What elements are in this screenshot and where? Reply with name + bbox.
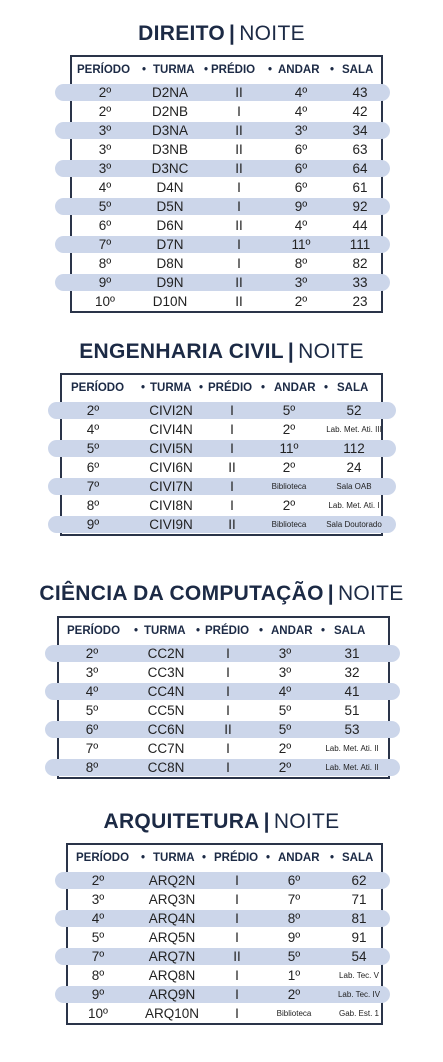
cell-andar: 4º bbox=[294, 104, 308, 119]
cell-sala: 41 bbox=[344, 684, 360, 699]
cell-periodo: 6º bbox=[85, 722, 99, 737]
cell-periodo: 4º bbox=[85, 684, 99, 699]
cell-turma: CIVI6N bbox=[149, 460, 193, 475]
header-andar: ANDAR bbox=[278, 852, 320, 864]
cell-turma: ARQ7N bbox=[148, 949, 196, 964]
table-row bbox=[59, 720, 388, 739]
cell-sala: 111 bbox=[349, 237, 371, 252]
cell-turma: CIVI9N bbox=[149, 517, 193, 532]
cell-sala: Lab. Met. Ati. II bbox=[325, 763, 379, 772]
cell-sala: 43 bbox=[352, 85, 368, 100]
cell-turma: D3NA bbox=[151, 123, 188, 138]
cell-andar: 2º bbox=[287, 987, 301, 1002]
cell-periodo: 7º bbox=[85, 741, 99, 756]
table-row bbox=[72, 159, 381, 178]
cell-sala: 64 bbox=[352, 161, 368, 176]
cell-sala: 23 bbox=[352, 294, 368, 309]
cell-andar: 6º bbox=[294, 142, 308, 157]
cell-predio: II bbox=[235, 294, 243, 309]
header-bullet: • bbox=[204, 64, 209, 76]
title-separator: | bbox=[263, 810, 270, 833]
cell-periodo: 5º bbox=[91, 930, 105, 945]
cell-sala: 82 bbox=[352, 256, 368, 271]
table-body bbox=[72, 83, 381, 311]
cell-turma: CC3N bbox=[147, 665, 185, 680]
table-header bbox=[68, 845, 381, 871]
cell-periodo: 9º bbox=[91, 987, 105, 1002]
cell-periodo: 2º bbox=[98, 85, 112, 100]
cell-andar: 2º bbox=[278, 760, 292, 775]
cell-sala: 44 bbox=[352, 218, 368, 233]
table-row bbox=[68, 966, 381, 985]
schedule-table bbox=[70, 55, 383, 313]
cell-periodo: 8º bbox=[98, 256, 112, 271]
cell-turma: ARQ5N bbox=[148, 930, 196, 945]
header-predio: PRÉDIO bbox=[214, 852, 259, 864]
header-bullet: • bbox=[141, 382, 146, 394]
cell-andar: 6º bbox=[294, 180, 308, 195]
cell-andar: Biblioteca bbox=[271, 482, 307, 491]
cell-sala: 33 bbox=[352, 275, 368, 290]
table-row bbox=[59, 739, 388, 758]
cell-periodo: 9º bbox=[98, 275, 112, 290]
table-row bbox=[72, 178, 381, 197]
cell-andar: 9º bbox=[294, 199, 308, 214]
section-title bbox=[0, 582, 443, 606]
cell-predio: I bbox=[226, 646, 230, 661]
cell-predio: I bbox=[226, 760, 230, 775]
header-predio: PRÉDIO bbox=[211, 64, 256, 76]
cell-andar: 6º bbox=[287, 873, 301, 888]
cell-turma: CC2N bbox=[147, 646, 185, 661]
cell-periodo: 3º bbox=[98, 142, 112, 157]
cell-andar: 2º bbox=[282, 498, 296, 513]
cell-predio: I bbox=[226, 684, 230, 699]
header-turma: TURMA bbox=[153, 64, 195, 76]
cell-periodo: 3º bbox=[98, 123, 112, 138]
table-row bbox=[68, 909, 381, 928]
cell-turma: D3NC bbox=[151, 161, 189, 176]
schedule-table bbox=[66, 843, 383, 1025]
cell-andar: 3º bbox=[294, 123, 308, 138]
cell-periodo: 5º bbox=[85, 703, 99, 718]
cell-periodo: 2º bbox=[86, 403, 100, 418]
header-turma: TURMA bbox=[144, 625, 186, 637]
cell-sala: 54 bbox=[351, 949, 367, 964]
table-row bbox=[59, 701, 388, 720]
cell-turma: CIVI8N bbox=[149, 498, 193, 513]
cell-sala: Sala Doutorado bbox=[326, 520, 382, 529]
cell-andar: 8º bbox=[287, 911, 301, 926]
cell-periodo: 2º bbox=[85, 646, 99, 661]
cell-periodo: 10º bbox=[88, 1006, 108, 1021]
table-row bbox=[72, 140, 381, 159]
header-sala: SALA bbox=[342, 64, 374, 76]
cell-periodo: 3º bbox=[91, 892, 105, 907]
cell-predio: II bbox=[224, 722, 232, 737]
cell-turma: D9N bbox=[156, 275, 184, 290]
cell-andar: 4º bbox=[278, 684, 292, 699]
header-bullet: • bbox=[134, 625, 139, 637]
cell-andar: 11º bbox=[279, 441, 299, 456]
cell-sala: 63 bbox=[352, 142, 368, 157]
cell-periodo: 8º bbox=[91, 968, 105, 983]
header-periodo: PERÍODO bbox=[77, 64, 131, 76]
cell-andar: 4º bbox=[294, 218, 308, 233]
cell-sala: Sala OAB bbox=[336, 482, 372, 491]
cell-turma: D10N bbox=[152, 294, 188, 309]
cell-sala: 62 bbox=[351, 873, 367, 888]
cell-predio: I bbox=[235, 930, 239, 945]
cell-predio: II bbox=[233, 949, 241, 964]
cell-andar: 6º bbox=[294, 161, 308, 176]
cell-andar: 9º bbox=[287, 930, 301, 945]
section-title bbox=[0, 22, 443, 46]
cell-turma: ARQ2N bbox=[148, 873, 196, 888]
cell-predio: I bbox=[235, 987, 239, 1002]
header-sala: SALA bbox=[337, 382, 369, 394]
table-row bbox=[72, 197, 381, 216]
cell-predio: I bbox=[230, 479, 234, 494]
cell-andar: 3º bbox=[278, 646, 292, 661]
cell-periodo: 6º bbox=[86, 460, 100, 475]
table-body bbox=[62, 401, 381, 534]
cell-turma: ARQ8N bbox=[148, 968, 196, 983]
header-bullet: • bbox=[261, 382, 266, 394]
cell-predio: I bbox=[230, 403, 234, 418]
cell-periodo: 4º bbox=[86, 422, 100, 437]
cell-turma: D7N bbox=[156, 237, 184, 252]
header-bullet: • bbox=[199, 382, 204, 394]
cell-andar: 2º bbox=[294, 294, 308, 309]
cell-andar: 5º bbox=[278, 722, 292, 737]
cell-sala: 92 bbox=[352, 199, 368, 214]
cell-andar: 7º bbox=[287, 892, 301, 907]
cell-periodo: 6º bbox=[98, 218, 112, 233]
cell-predio: I bbox=[226, 703, 230, 718]
cell-sala: Lab. Met. Ati. II bbox=[325, 744, 379, 753]
cell-sala: 71 bbox=[351, 892, 367, 907]
cell-periodo: 5º bbox=[86, 441, 100, 456]
header-bullet: • bbox=[202, 852, 207, 864]
shift-name: NOITE bbox=[239, 22, 305, 45]
cell-sala: 32 bbox=[344, 665, 360, 680]
header-predio: PRÉDIO bbox=[208, 382, 253, 394]
cell-predio: I bbox=[237, 237, 241, 252]
cell-sala: Lab. Met. Ati. I bbox=[328, 501, 380, 510]
cell-andar: 4º bbox=[294, 85, 308, 100]
cell-periodo: 2º bbox=[91, 873, 105, 888]
cell-periodo: 10º bbox=[95, 294, 115, 309]
table-row bbox=[72, 254, 381, 273]
header-periodo: PERÍODO bbox=[67, 625, 121, 637]
header-bullet: • bbox=[330, 852, 335, 864]
cell-turma: ARQ3N bbox=[148, 892, 196, 907]
cell-turma: D2NA bbox=[151, 85, 188, 100]
cell-turma: ARQ4N bbox=[148, 911, 196, 926]
table-row bbox=[68, 871, 381, 890]
title-separator: | bbox=[229, 22, 236, 45]
cell-turma: CC8N bbox=[147, 760, 185, 775]
cell-periodo: 4º bbox=[98, 180, 112, 195]
shift-name: NOITE bbox=[273, 810, 340, 833]
header-predio: PRÉDIO bbox=[205, 625, 250, 637]
cell-predio: I bbox=[235, 1006, 239, 1021]
cell-predio: II bbox=[235, 275, 243, 290]
cell-periodo: 8º bbox=[85, 760, 99, 775]
title-separator: | bbox=[327, 582, 334, 605]
cell-sala: 51 bbox=[344, 703, 360, 718]
cell-sala: 112 bbox=[343, 441, 365, 456]
cell-sala: 81 bbox=[351, 911, 367, 926]
cell-sala: 91 bbox=[351, 930, 367, 945]
header-bullet: • bbox=[321, 625, 326, 637]
cell-turma: CC6N bbox=[147, 722, 185, 737]
cell-andar: 3º bbox=[294, 275, 308, 290]
cell-andar: 5º bbox=[282, 403, 296, 418]
cell-periodo: 4º bbox=[91, 911, 105, 926]
cell-turma: ARQ9N bbox=[148, 987, 196, 1002]
header-bullet: • bbox=[268, 64, 273, 76]
table-header bbox=[72, 57, 381, 83]
cell-sala: 52 bbox=[346, 403, 362, 418]
table-row bbox=[68, 928, 381, 947]
cell-predio: I bbox=[235, 873, 239, 888]
table-row bbox=[68, 890, 381, 909]
cell-predio: I bbox=[237, 199, 241, 214]
table-header bbox=[59, 618, 388, 644]
title-separator: | bbox=[287, 340, 295, 363]
header-bullet: • bbox=[141, 852, 146, 864]
cell-turma: CC5N bbox=[147, 703, 185, 718]
header-andar: ANDAR bbox=[271, 625, 313, 637]
cell-sala: Lab. Tec. IV bbox=[337, 990, 381, 999]
table-row bbox=[72, 102, 381, 121]
cell-sala: 53 bbox=[344, 722, 360, 737]
course-name: CIÊNCIA DA COMPUTAÇÃO bbox=[39, 582, 324, 605]
table-row bbox=[59, 644, 388, 663]
cell-predio: I bbox=[230, 498, 234, 513]
shift-name: NOITE bbox=[337, 582, 404, 605]
header-sala: SALA bbox=[342, 852, 374, 864]
table-row bbox=[72, 292, 381, 311]
shift-name: NOITE bbox=[298, 340, 364, 363]
cell-predio: II bbox=[235, 218, 243, 233]
section-title bbox=[0, 340, 443, 364]
cell-andar: 2º bbox=[282, 460, 296, 475]
table-row bbox=[59, 682, 388, 701]
cell-andar: 1º bbox=[287, 968, 301, 983]
table-row bbox=[62, 458, 381, 477]
header-bullet: • bbox=[324, 382, 329, 394]
cell-andar: 11º bbox=[291, 237, 311, 252]
schedule-table bbox=[60, 373, 383, 536]
cell-predio: I bbox=[230, 422, 234, 437]
cell-turma: CIVI5N bbox=[149, 441, 193, 456]
cell-turma: D4N bbox=[156, 180, 184, 195]
cell-periodo: 8º bbox=[86, 498, 100, 513]
cell-predio: I bbox=[235, 968, 239, 983]
table-header bbox=[62, 375, 381, 401]
cell-predio: I bbox=[230, 441, 234, 456]
cell-periodo: 7º bbox=[86, 479, 100, 494]
cell-sala: Gab. Est. 1 bbox=[338, 1009, 380, 1018]
cell-turma: D5N bbox=[156, 199, 184, 214]
cell-turma: CIVI7N bbox=[149, 479, 193, 494]
section-title bbox=[0, 810, 443, 834]
cell-andar: 8º bbox=[294, 256, 308, 271]
table-body bbox=[59, 644, 388, 777]
cell-predio: I bbox=[226, 741, 230, 756]
cell-andar: 2º bbox=[282, 422, 296, 437]
cell-sala: 42 bbox=[352, 104, 368, 119]
table-row bbox=[62, 496, 381, 515]
cell-turma: ARQ10N bbox=[144, 1006, 200, 1021]
table-row bbox=[62, 515, 381, 534]
cell-sala: 24 bbox=[346, 460, 362, 475]
header-turma: TURMA bbox=[153, 852, 195, 864]
cell-periodo: 3º bbox=[98, 161, 112, 176]
table-row bbox=[72, 273, 381, 292]
cell-sala: 61 bbox=[352, 180, 368, 195]
header-andar: ANDAR bbox=[274, 382, 316, 394]
cell-periodo: 7º bbox=[98, 237, 112, 252]
table-row bbox=[72, 83, 381, 102]
cell-andar: Biblioteca bbox=[276, 1009, 312, 1018]
header-bullet: • bbox=[196, 625, 201, 637]
header-bullet: • bbox=[330, 64, 335, 76]
cell-periodo: 7º bbox=[91, 949, 105, 964]
cell-predio: II bbox=[235, 85, 243, 100]
cell-sala: Lab. Met. Ati. III bbox=[326, 425, 382, 434]
table-row bbox=[72, 235, 381, 254]
cell-predio: II bbox=[235, 123, 243, 138]
header-periodo: PERÍODO bbox=[76, 852, 130, 864]
schedule-table bbox=[57, 616, 390, 779]
cell-predio: II bbox=[228, 517, 236, 532]
cell-predio: I bbox=[235, 911, 239, 926]
cell-andar: 5º bbox=[278, 703, 292, 718]
header-bullet: • bbox=[142, 64, 147, 76]
table-row bbox=[68, 985, 381, 1004]
cell-turma: D8N bbox=[156, 256, 184, 271]
cell-periodo: 2º bbox=[98, 104, 112, 119]
cell-predio: II bbox=[235, 161, 243, 176]
header-bullet: • bbox=[266, 852, 271, 864]
cell-sala: 34 bbox=[352, 123, 368, 138]
cell-turma: D3NB bbox=[151, 142, 188, 157]
table-row bbox=[72, 216, 381, 235]
cell-predio: I bbox=[237, 104, 241, 119]
cell-turma: CIVI4N bbox=[149, 422, 193, 437]
cell-andar: 2º bbox=[278, 741, 292, 756]
cell-sala: Lab. Tec. V bbox=[339, 971, 379, 980]
cell-andar: 3º bbox=[278, 665, 292, 680]
table-row bbox=[62, 439, 381, 458]
table-row bbox=[72, 121, 381, 140]
cell-turma: D2NB bbox=[151, 104, 188, 119]
cell-predio: II bbox=[228, 460, 236, 475]
header-sala: SALA bbox=[334, 625, 366, 637]
table-body bbox=[68, 871, 381, 1023]
table-row bbox=[59, 663, 388, 682]
table-row bbox=[68, 1004, 381, 1023]
cell-sala: 31 bbox=[344, 646, 360, 661]
header-andar: ANDAR bbox=[278, 64, 320, 76]
header-turma: TURMA bbox=[150, 382, 192, 394]
cell-predio: I bbox=[237, 180, 241, 195]
cell-turma: D6N bbox=[156, 218, 184, 233]
cell-predio: II bbox=[235, 142, 243, 157]
cell-andar: 5º bbox=[287, 949, 301, 964]
table-row bbox=[62, 401, 381, 420]
table-row bbox=[68, 947, 381, 966]
cell-predio: I bbox=[235, 892, 239, 907]
cell-turma: CC4N bbox=[147, 684, 185, 699]
course-name: ARQUITETURA bbox=[103, 810, 260, 833]
cell-turma: CIVI2N bbox=[149, 403, 193, 418]
cell-predio: I bbox=[226, 665, 230, 680]
cell-periodo: 3º bbox=[85, 665, 99, 680]
header-bullet: • bbox=[259, 625, 264, 637]
table-row bbox=[59, 758, 388, 777]
cell-andar: Biblioteca bbox=[271, 520, 307, 529]
cell-turma: CC7N bbox=[147, 741, 185, 756]
header-periodo: PERÍODO bbox=[71, 382, 125, 394]
cell-predio: I bbox=[237, 256, 241, 271]
course-name: ENGENHARIA CIVIL bbox=[79, 340, 284, 363]
table-row bbox=[62, 477, 381, 496]
table-row bbox=[62, 420, 381, 439]
cell-periodo: 5º bbox=[98, 199, 112, 214]
cell-periodo: 9º bbox=[86, 517, 100, 532]
course-name: DIREITO bbox=[138, 22, 226, 45]
